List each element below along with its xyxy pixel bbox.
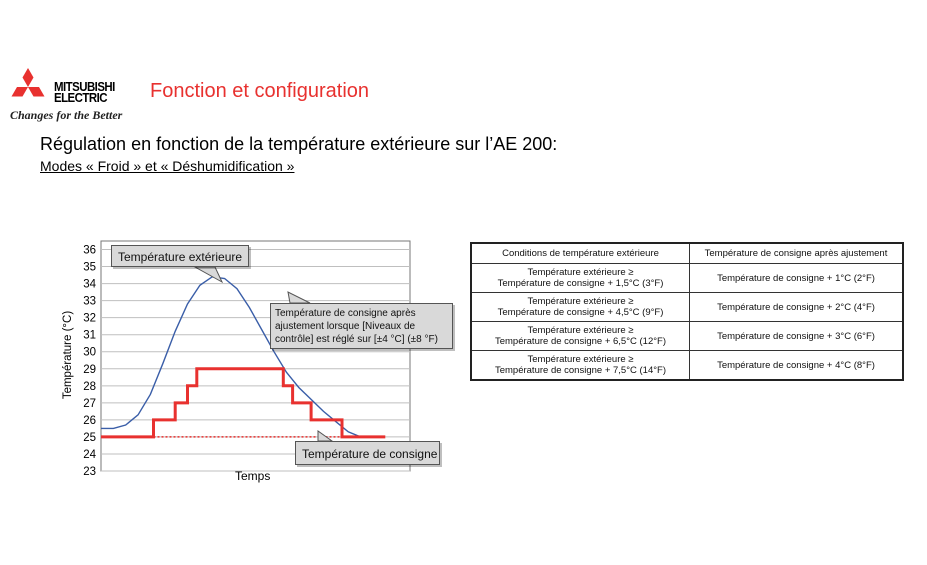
table-header-adjusted: Température de consigne après ajustement [690, 243, 904, 264]
table-cell-adjustment: Température de consigne + 2°C (4°F) [690, 293, 904, 322]
section-title: Fonction et configuration [150, 80, 370, 102]
y-axis-label: Température (°C) [62, 310, 74, 400]
y-tick-labels [83, 245, 96, 478]
brand-name-line1: MITSUBISHI [54, 79, 115, 94]
table-header-conditions: Conditions de température extérieure [471, 243, 690, 264]
y-tick-label: 36 [83, 244, 96, 257]
adjustment-table [470, 242, 904, 381]
y-tick-label: 27 [83, 397, 96, 410]
table-header-row [471, 243, 903, 264]
y-tick-label: 34 [83, 278, 96, 291]
table-cell-condition: Température extérieure ≥ Température de consigne + 1,5°C (3°F) [471, 264, 690, 293]
table-cell-condition: Température extérieure ≥ Température de consigne + 4,5°C (9°F) [471, 293, 690, 322]
three-diamonds-icon [9, 68, 49, 106]
y-tick-label: 28 [83, 380, 96, 393]
table-row [471, 264, 903, 293]
y-tick-label: 24 [83, 448, 96, 461]
page-heading: Régulation en fonction de la température extérieure sur l’AE 200: [40, 134, 558, 154]
x-axis-label: Temps [235, 469, 271, 483]
table-row [471, 351, 903, 381]
y-tick-label: 29 [83, 363, 96, 376]
table-cell-adjustment: Température de consigne + 1°C (2°F) [690, 264, 904, 293]
page-subheading: Modes « Froid » et « Déshumidification » [40, 158, 295, 174]
temperature-chart [0, 230, 470, 490]
y-tick-label: 35 [83, 261, 96, 274]
callout-adjusted-setpoint: Température de consigne après ajustement lorsque [Niveaux de contrôle] est réglé sur [±4 °C] (±8 °F) [270, 303, 453, 349]
y-tick-label: 32 [83, 312, 96, 325]
y-tick-label: 30 [83, 346, 96, 359]
y-tick-label: 25 [83, 431, 96, 444]
table-row [471, 322, 903, 351]
y-tick-label: 31 [83, 329, 96, 342]
y-tick-label: 23 [83, 466, 96, 478]
brand-tagline: Changes for the Better [10, 108, 123, 122]
callout-outdoor-temp: Température extérieure [111, 245, 249, 267]
table-row [471, 293, 903, 322]
table-cell-condition: Température extérieure ≥ Température de consigne + 6,5°C (12°F) [471, 322, 690, 351]
y-tick-label: 26 [83, 414, 96, 427]
table-cell-condition: Température extérieure ≥ Température de consigne + 7,5°C (14°F) [471, 351, 690, 381]
table-cell-adjustment: Température de consigne + 4°C (8°F) [690, 351, 904, 381]
y-tick-label: 33 [83, 295, 96, 308]
table-cell-adjustment: Température de consigne + 3°C (6°F) [690, 322, 904, 351]
mitsubishi-electric-logo [9, 68, 139, 124]
callout-setpoint: Température de consigne [295, 441, 440, 465]
brand-name-line2: ELECTRIC [54, 90, 107, 105]
